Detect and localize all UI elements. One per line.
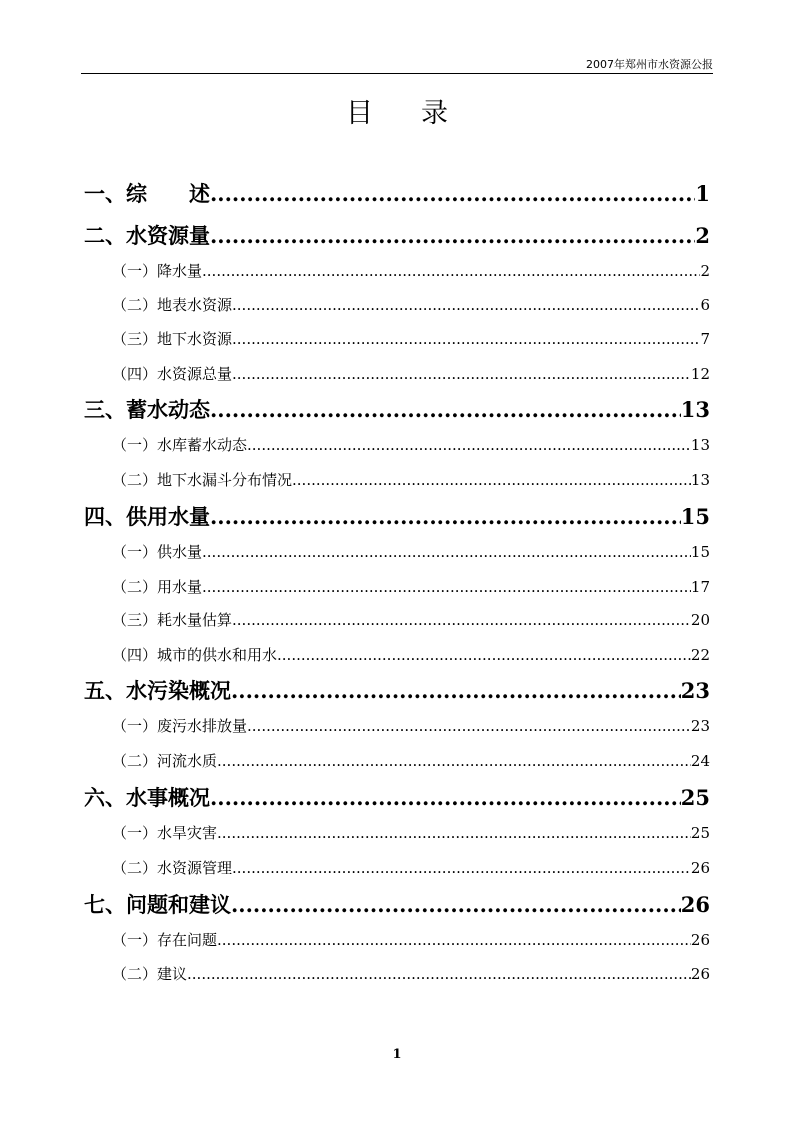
toc-dot-leader [231,890,681,920]
toc-entry-label: 二、水资源量 [84,223,210,248]
toc-dot-leader [277,644,691,666]
toc-chapter-entry[interactable] [84,502,710,532]
toc-entry-label: （二）河流水质 [112,752,218,770]
toc-section-entry[interactable] [112,750,710,772]
toc-entry-label: （二）用水量 [112,578,203,596]
toc-dot-leader [292,469,691,491]
running-header: 2007年郑州市水资源公报 [586,58,713,71]
toc-section-entry[interactable] [112,363,710,385]
toc-dot-leader [202,541,691,563]
toc-dot-leader [247,715,691,737]
toc-section-entry[interactable] [112,822,710,844]
toc-entry-label: （四）城市的供水和用水 [112,646,278,664]
toc-entry-label: （一）水库蓄水动态 [112,436,248,454]
toc-entry-label: （一）供水量 [112,543,203,561]
toc-dot-leader [232,609,691,631]
toc-section-entry[interactable] [112,715,710,737]
toc-entry-label: （三）地下水资源 [112,330,233,348]
toc-entry-page: 13 [680,397,710,422]
toc-dot-leader [217,750,691,772]
toc-section-entry[interactable] [112,541,710,563]
toc-section-entry[interactable] [112,857,710,879]
toc-dot-leader [210,179,695,209]
toc-dot-leader [207,260,701,282]
toc-entry-page: 13 [690,471,710,489]
toc-entry-page: 2 [700,262,710,280]
toc-entry-page: 15 [680,504,710,529]
toc-entry-page: 15 [690,543,710,561]
toc-section-entry[interactable] [112,469,710,491]
toc-entry-page: 26 [690,965,710,983]
title-char-left: 目 [346,98,373,129]
toc-entry-page: 2 [695,223,710,248]
toc-dot-leader [247,434,691,456]
toc-chapter-entry[interactable] [84,395,710,425]
toc-dot-leader [187,963,691,985]
toc-entry-label: 五、水污染概况 [84,678,231,703]
toc-entry-page: 26 [690,859,710,877]
toc-entry-label: （四）水资源总量 [112,365,233,383]
toc-entry-label: （一）废污水排放量 [112,717,248,735]
toc-entry-label: 六、水事概况 [84,785,210,810]
toc-section-entry[interactable] [112,963,710,985]
title-char-right: 录 [421,98,448,129]
toc-entry-label: （一）存在问题 [112,931,218,949]
toc-dot-leader [210,502,681,532]
toc-section-entry[interactable] [112,609,710,631]
toc-entry-page: 7 [700,330,710,348]
toc-entry-page: 23 [690,717,710,735]
toc-entry-label: 四、供用水量 [84,504,210,529]
toc-dot-leader [217,929,691,951]
toc-entry-page: 26 [690,931,710,949]
toc-entry-label: （二）地下水漏斗分布情况 [112,471,293,489]
toc-entry-page: 12 [690,365,710,383]
page-number: 1 [392,1047,402,1062]
toc-dot-leader [232,294,700,316]
toc-entry-page: 25 [680,785,710,810]
toc-dot-leader [210,783,681,813]
toc-entry-page: 1 [695,181,710,206]
toc-entry-page: 25 [690,824,710,842]
toc-chapter-entry[interactable] [84,221,710,251]
toc-section-entry[interactable] [112,576,710,598]
toc-entry-page: 22 [690,646,710,664]
toc-entry-label: （二）建议 [112,965,188,983]
toc-dot-leader [210,395,681,425]
toc-entry-label: 三、蓄水动态 [84,397,210,422]
toc-entry-label: 一、综 述 [84,181,210,206]
toc-dot-leader [232,328,700,350]
toc-section-entry[interactable] [112,328,710,350]
toc-entry-page: 24 [690,752,710,770]
toc-entry-label: （一）水旱灾害 [112,824,218,842]
toc-dot-leader [202,576,691,598]
toc-dot-leader [231,676,681,706]
toc-entry-page: 23 [680,678,710,703]
toc-section-entry[interactable] [112,294,710,316]
toc-section-entry[interactable] [112,644,710,666]
toc-dot-leader [232,857,691,879]
toc-entry-label: 七、问题和建议 [84,892,231,917]
toc-section-entry[interactable] [112,260,710,282]
toc-entry-page: 20 [690,611,710,629]
toc-chapter-entry[interactable] [84,783,710,813]
toc-section-entry[interactable] [112,434,710,456]
toc-entry-page: 17 [690,578,710,596]
toc-entry-page: 26 [680,892,710,917]
toc-chapter-entry[interactable] [84,676,710,706]
toc-chapter-entry[interactable] [84,179,710,209]
toc-entry-label: （二）水资源管理 [112,859,233,877]
toc-entry-page: 13 [690,436,710,454]
toc-dot-leader [210,221,695,251]
toc-entry-label: （三）耗水量估算 [112,611,233,629]
toc-dot-leader [232,363,691,385]
toc-entry-page: 6 [700,296,710,314]
toc-entry-label: （二）地表水资源 [112,296,233,314]
toc-section-entry[interactable] [112,929,710,951]
toc-chapter-entry[interactable] [84,890,710,920]
toc-dot-leader [217,822,691,844]
toc-entry-label: （一）降水量. [112,262,207,280]
